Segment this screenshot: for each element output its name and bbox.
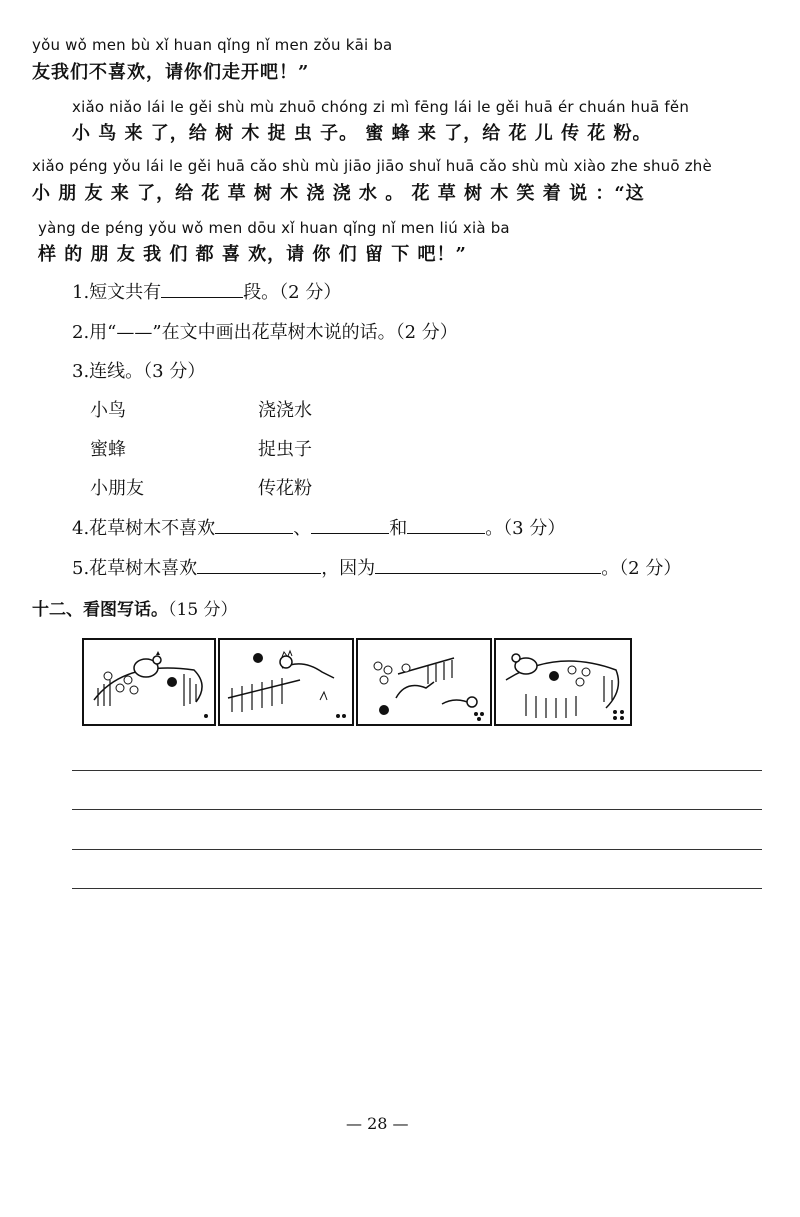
cat-jumps-fence-illustration: [220, 640, 352, 724]
q5-text-before: 5.花草树木喜欢: [72, 558, 198, 579]
q4-text-after: 。（3 分）: [485, 518, 566, 539]
q4-answer-blank-2[interactable]: [311, 515, 389, 534]
picture-panel-4: [494, 638, 632, 726]
question-2: 2.用“——”在文中画出花草树木说的话。（2 分）: [72, 322, 458, 343]
passage-line4-text: 样 的 朋 友 我 们 都 喜 欢，请 你 们 留 下 吧！”: [38, 244, 467, 265]
chicks-safe-illustration: [496, 640, 630, 724]
match-right-1[interactable]: 浇浇水: [258, 400, 312, 421]
passage-line2-pinyin: xiǎo niǎo lái le gěi shù mù zhuō chóng zi mì fēng lái le gěi huā ér chuán huā fěn: [72, 98, 690, 116]
match-left-2[interactable]: 蜜蜂: [90, 439, 126, 460]
picture-panel-3: [356, 638, 492, 726]
section-12-points: （15 分）: [168, 600, 238, 620]
question-4: [72, 514, 565, 540]
picture-panel-2: [218, 638, 354, 726]
match-left-3[interactable]: 小朋友: [90, 478, 144, 499]
q4-separator-2: 和: [389, 518, 408, 539]
q1-text-before: 1.短文共有: [72, 282, 162, 303]
passage-line2-text: 小 鸟 来 了，给 树 木 捉 虫 子。 蜜 蜂 来 了，给 花 儿 传 花 粉。: [72, 123, 652, 144]
q5-text-after: 。（2 分）: [601, 558, 682, 579]
writing-line-4[interactable]: [72, 888, 762, 889]
picture-panel-1: [82, 638, 216, 726]
q5-text-mid: ，因为: [321, 558, 376, 579]
writing-line-1[interactable]: [72, 770, 762, 771]
page-number: — 28 —: [346, 1114, 409, 1133]
writing-line-2[interactable]: [72, 809, 762, 810]
q5-answer-blank-2[interactable]: [375, 555, 601, 574]
passage-line3-text: 小 朋 友 来 了，给 花 草 树 木 浇 浇 水 。 花 草 树 木 笑 着 说 ：“这: [32, 183, 645, 204]
q4-separator-1: 、: [293, 518, 312, 539]
passage-line3-pinyin: xiǎo péng yǒu lái le gěi huā cǎo shù mù jiāo jiāo shuǐ huā cǎo shù mù xiào zhe shuō zhè: [32, 157, 712, 175]
q4-answer-blank-1[interactable]: [215, 515, 293, 534]
hen-with-chicks-illustration: [84, 640, 214, 724]
q4-text-before: 4.花草树木不喜欢: [72, 518, 216, 539]
question-3: 3.连线。（3 分）: [72, 361, 206, 382]
question-1: [72, 278, 341, 304]
q4-answer-blank-3[interactable]: [407, 515, 485, 534]
question-5: [72, 554, 681, 580]
passage-line1-pinyin: yǒu wǒ men bù xǐ huan qǐng nǐ men zǒu kāi ba: [32, 36, 393, 54]
passage-line4-pinyin: yàng de péng yǒu wǒ men dōu xǐ huan qǐng nǐ men liú xià ba: [38, 219, 510, 237]
match-right-3[interactable]: 传花粉: [258, 478, 312, 499]
q5-answer-blank-1[interactable]: [197, 555, 321, 574]
passage-line1-text: 友我们不喜欢，请你们走开吧！”: [32, 62, 310, 83]
section-12-title: 十二、看图写话。: [32, 600, 168, 620]
hen-chases-cat-illustration: [358, 640, 490, 724]
writing-line-3[interactable]: [72, 849, 762, 850]
match-right-2[interactable]: 捉虫子: [258, 439, 312, 460]
q1-answer-blank[interactable]: [161, 279, 243, 298]
match-left-1[interactable]: 小鸟: [90, 400, 126, 421]
section-12-heading: [32, 595, 238, 620]
q1-text-after: 段。（2 分）: [243, 282, 342, 303]
